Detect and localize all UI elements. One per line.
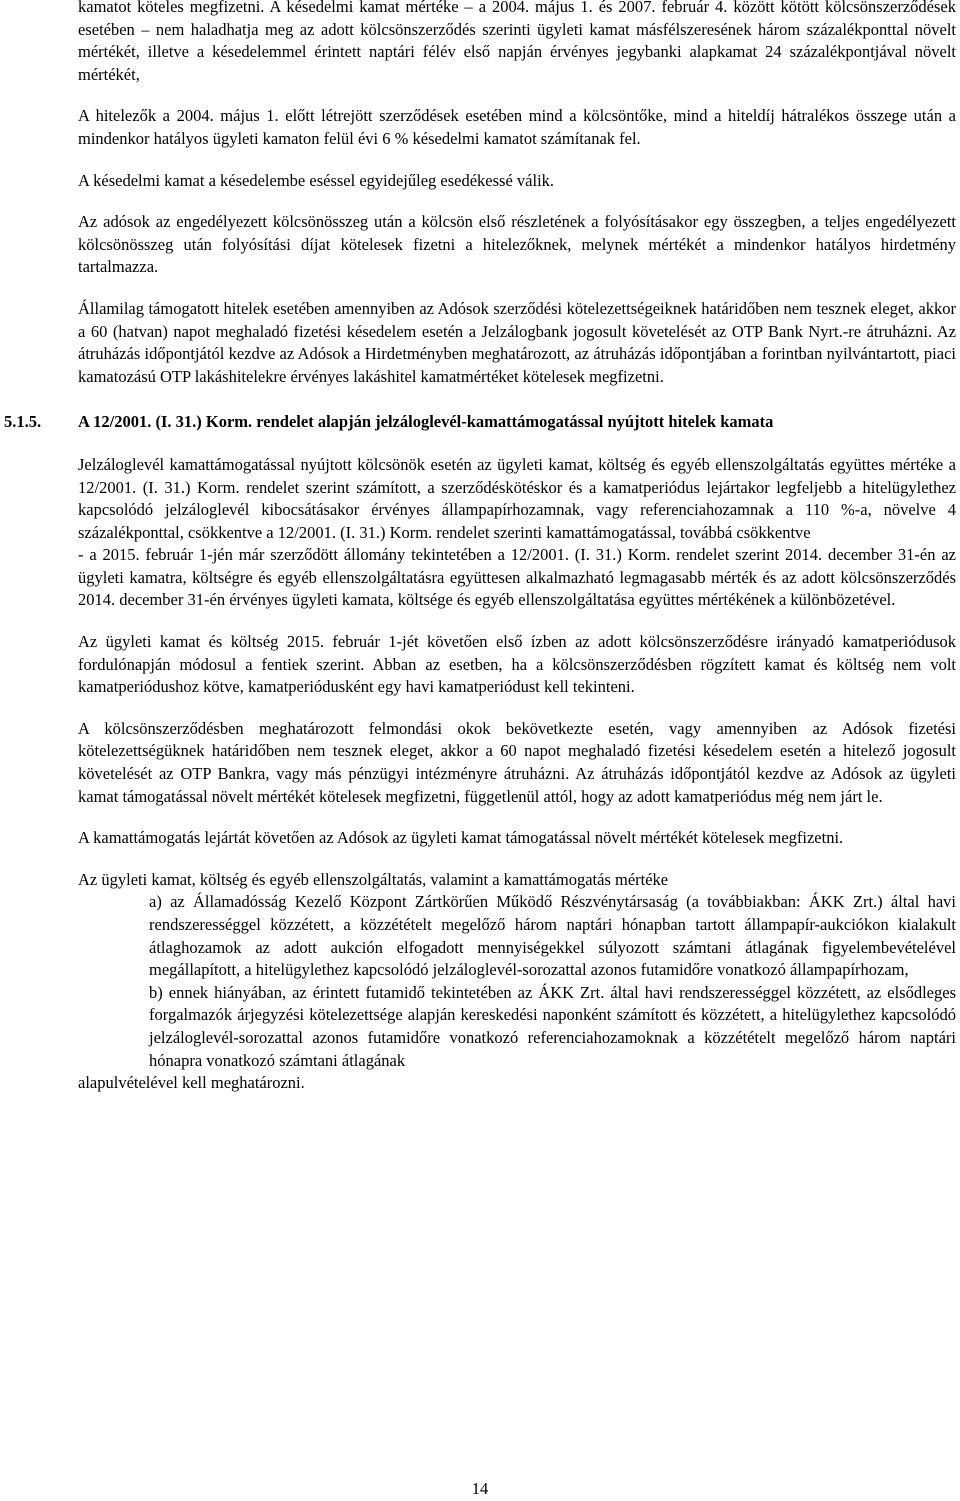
- page-number: 14: [471, 1479, 489, 1498]
- rate-basis-list: [149, 891, 956, 1072]
- paragraph-late-interest-due: A késedelmi kamat a késedelembe eséssel egyidejűleg esedékessé válik.: [78, 170, 555, 190]
- paragraph-subsidy-expiry: A kamattámogatás lejártát követően az Adósok az ügyleti kamat támogatással növelt mértékét kötelesek megfizetni.: [78, 828, 844, 848]
- paragraph-rate-determination-intro: Az ügyleti kamat, költség és egyéb ellenszolgáltatás, valamint a kamattámogatás mértéke: [78, 869, 669, 889]
- paragraph-termination-transfer: A kölcsönszerződésben meghatározott felmondási okok bekövetkezte esetén, vagy amennyiben az Adósok fizetési kötelezettségüknek határidőben nem tesznek eleget, akkor a 60 napot meghaladó fizetési késedelem esetén a hitelező jogosult követelését az OTP Bankra, vagy más pénzügyi intézményre átruházni. Az átruházás időpontjától kezdve az Adósok az ügyleti kamat támogatással növelt mértékét kötelesek megfizetni, függetlenül attól, hogy az adott kamatperiódus még nem járt le.: [78, 718, 956, 806]
- paragraph-rate-determination-outro: alapulvételével kell meghatározni.: [78, 1073, 305, 1093]
- paragraph-mortgage-bond-interest: Jelzáloglevél kamattámogatással nyújtott kölcsönök esetén az ügyleti kamat, költség és egyéb ellenszolgáltatás együttes mértéke a 12/2001. (I. 31.) Korm. rendelet szerint számított, a szerződéskötéskor és a kamatperiódus lejártakor legfeljebb a hitelügylethez kapcsolódó jelzáloglevél kibocsátásakor érvényes állampapírhozamnak, vagy referenciahozamnak a 110 %-a, növelve 4 százalékponttal, csökkentve a 12/2001. (I. 31.) Korm. rendelet szerinti kamattámogatással, továbbá csökkentve: [78, 454, 956, 542]
- paragraph-state-supported-loans: Államilag támogatott hitelek esetében amennyiben az Adósok szerződési kötelezettségeiknek határidőben nem tesznek eleget, akkor a 60 (hatvan) napot meghaladó fizetési késedelem esetén a Jelzálogbank jogosult követelését az OTP Bank Nyrt.-re átruházni. Az átruházás időpontjától kezdve az Adósok a Hirdetményben meghatározott, az átruházás időpontjában a forintban nyilvántartott, piaci kamatozású OTP lakáshitelekre érvényes lakáshitel kamatmértéket kötelesek megfizetni.: [78, 298, 956, 386]
- section-heading: [4, 411, 956, 434]
- paragraph-disbursement-fee: Az adósok az engedélyezett kölcsönösszeg után a kölcsön első részletének a folyósításakor egy összegben, a teljes engedélyezett kölcsönösszeg után folyósítási díjat kötelesek fizetni a hitelezőknek, melynek mértékét a mindenkor hatályos hirdetmény tartalmazza.: [78, 212, 956, 277]
- section-title: A 12/2001. (I. 31.) Korm. rendelet alapján jelzáloglevél-kamattámogatással nyújtott hitelek kamata: [78, 412, 774, 432]
- list-item-b: b) ennek hiányában, az érintett futamidő tekintetében az ÁKK Zrt. által havi rendszerességgel közzétett, az elsődleges forgalmazók árjegyzési kötelezettsége alapján kereskedési naponként számított és közzétett, a hitelügylethez kapcsolódó jelzáloglevél-sorozattal azonos futamidőre vonatkozó referenciahozamoknak a közzétételt megelőző három naptári hónapra vonatkozó számtani átlagának: [149, 982, 956, 1070]
- paragraph-interest-modification: Az ügyleti kamat és költség 2015. február 1-jét követően első ízben az adott kölcsönszerződésre irányadó kamatperiódusok fordulónapján módosul a fentiek szerint. Abban az esetben, ha a kölcsönszerződésben rögzített kamat és költség nem volt kamatperiódushoz kötve, kamatperiódusként egy havi kamatperiódust kell tekinteni.: [78, 632, 956, 697]
- paragraph-2015-contracts: - a 2015. február 1-jén már szerződött állomány tekintetében a 12/2001. (I. 31.) Korm. rendelet szerint 2014. december 31-én az ügyleti kamatra, költségre és egyéb ellenszolgáltatásra együttesen alkalmazható legmagasabb mérték és az adott kölcsönszerződés 2014. december 31-én érvényes ügyleti kamata, költsége és egyéb ellenszolgáltatása együttes mértékének a különbözetével.: [78, 545, 956, 610]
- list-item-a: a) az Államadósság Kezelő Központ Zártkörűen Működő Részvénytársaság (a továbbiakban: ÁKK Zrt.) által havi rendszerességgel közzétett, a közzétételt megelőző három naptári hónapban tartott állampapír-aukciókon kialakult átlaghozamok az adott aukción elfogadott mennyiségekkel súlyozott számtani átlagának figyelembevételével megállapított, a hitelügylethez kapcsolódó jelzáloglevél-sorozattal azonos futamidőre vonatkozó állampapírhozam,: [149, 892, 956, 980]
- document-page: [4, 0, 956, 1095]
- paragraph-pre-2004-contracts: A hitelezők a 2004. május 1. előtt létrejött szerződések esetében mind a kölcsöntőke, mind a hiteldíj hátralékos összege után a mindenkor hatályos ügyleti kamaton felül évi 6 % késedelmi kamatot számítanak fel.: [78, 106, 956, 148]
- section-number: 5.1.5.: [4, 412, 42, 432]
- paragraph-late-interest-rate: kamatot köteles megfizetni. A késedelmi kamat mértéke – a 2004. május 1. és 2007. február 4. között kötött kölcsönszerződések esetében – nem haladhatja meg az adott kölcsönszerződés szerinti ügyleti kamat másfélszeresének három százalékponttal növelt mértékét, illetve a késedelemmel érintett naptári félév első napján érvényes jegybanki alapkamat 24 százalékpontjával növelt mértékét,: [78, 0, 956, 84]
